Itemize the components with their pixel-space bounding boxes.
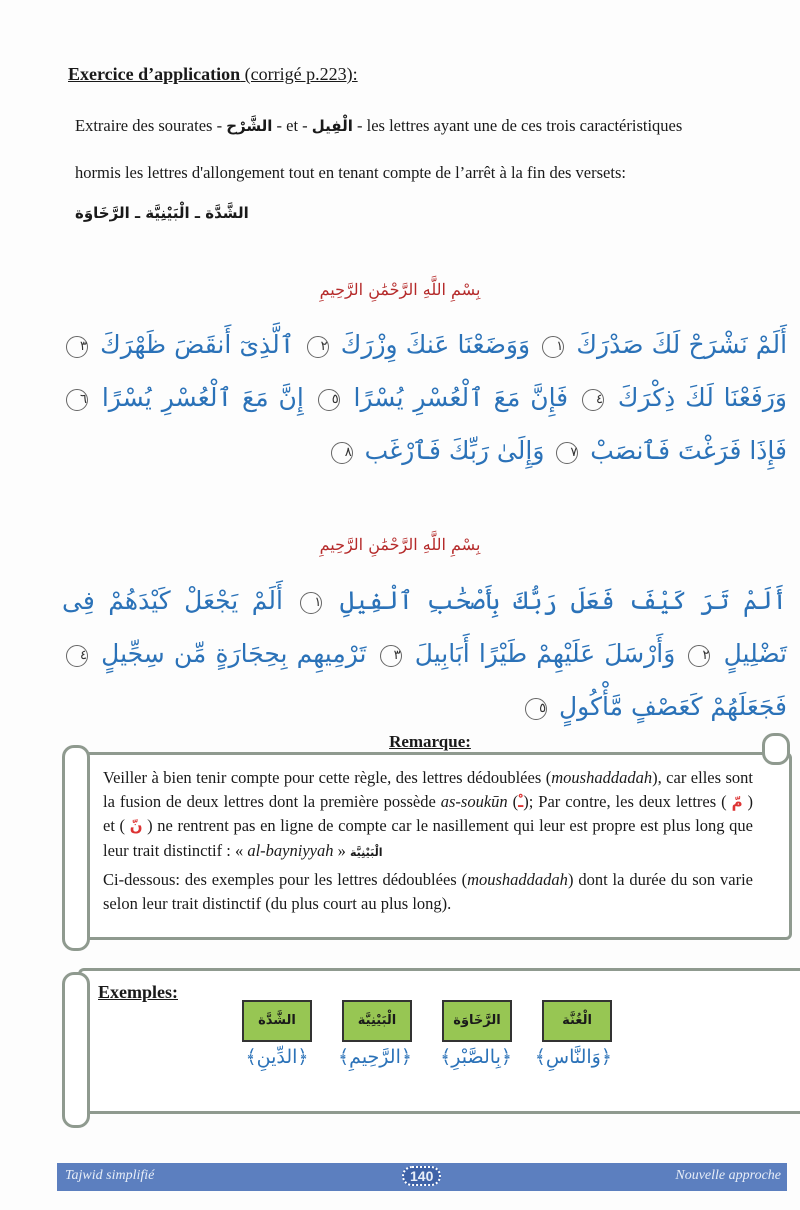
footer-subtitle: Nouvelle approche [675, 1168, 781, 1183]
verse-text: تَرْمِيهِم بِحِجَارَةٍ مِّن سِجِّيلٍ [92, 639, 367, 668]
verse-text: وَإِلَىٰ رَبِّكَ فَٱرْغَب [356, 436, 545, 465]
remarque-title: Remarque: [389, 732, 471, 751]
example-word: ﴿الدِّينِ﴾ [245, 1046, 309, 1068]
basmala-1: بِسْمِ اللَّهِ الرَّحْمَٰنِ الرَّحِيمِ [319, 280, 481, 299]
verse-number-marker: ٤ [66, 645, 88, 667]
verse-text: ٱلَّذِىٓ أَنقَضَ ظَهْرَكَ [92, 330, 295, 359]
example-word: ﴿بِالصَّبْرِ﴾ [440, 1046, 512, 1068]
basmala-2: بِسْمِ اللَّهِ الرَّحْمَٰنِ الرَّحِيمِ [319, 535, 481, 554]
verse-text: فَإِذَا فَرَغْتَ فَٱنصَبْ [582, 436, 787, 465]
verse-number-marker: ٢ [688, 645, 710, 667]
example-label: الرَّخَاوَة [442, 1000, 512, 1042]
verse-text: فَإِنَّ مَعَ ٱلْعُسْرِ يُسْرًا [343, 383, 569, 412]
page-number: 140 [402, 1166, 441, 1186]
example-word: ﴿وَالنَّاسِ﴾ [534, 1046, 612, 1068]
footer-book-title: Tajwid simplifié [65, 1168, 155, 1183]
examples-title: Exemples: [98, 982, 178, 1002]
example-item [442, 1000, 512, 1068]
verse-text: إِنَّ مَعَ ٱلْعُسْرِ يُسْرًا [92, 383, 304, 412]
example-item [338, 1000, 412, 1068]
verse-number-marker: ٧ [556, 442, 578, 464]
scroll-curl-left [62, 745, 90, 951]
example-word: ﴿الرَّحِيمِ﴾ [338, 1046, 412, 1068]
example-label: الشَّدَّة [242, 1000, 312, 1042]
examples-row [242, 1000, 612, 1068]
characteristics-list: الشَّدَّة ـ الْبَيْنِيَّة ـ الرَّخَاوَة [75, 204, 249, 222]
example-label: الْغُنَّة [542, 1000, 612, 1042]
verse-number-marker: ٦ [66, 389, 88, 411]
text: - et - [272, 116, 312, 135]
verse-number-marker: ٥ [318, 389, 340, 411]
surah-name-sharh: الشَّرْح [226, 117, 273, 135]
verse-number-marker: ١ [542, 336, 564, 358]
verse-text: وَأَرْسَلَ عَلَيْهِمْ طَيْرًا أَبَابِيلَ [405, 639, 676, 668]
text: - les lettres ayant une de ces trois caractéristiques [352, 116, 683, 135]
verse-number-marker: ١ [300, 592, 322, 614]
verse-number-marker: ٢ [307, 336, 329, 358]
verse-number-marker: ٣ [66, 336, 88, 358]
exercise-title [68, 64, 358, 85]
verse-number-marker: ٨ [331, 442, 353, 464]
verse-text: أَلَمْ يَجْعَلْ كَيْدَهُمْ فِى تَضْلِيلٍ [62, 586, 787, 668]
example-item [242, 1000, 312, 1068]
scroll-curl-left [62, 972, 90, 1128]
verse-number-marker: ٥ [525, 698, 547, 720]
page-footer [57, 1163, 787, 1191]
exercise-line-2: hormis les lettres d'allongement tout en tenant compte de l’arrêt à la fin des versets: [75, 163, 626, 182]
verse-text: وَوَضَعْنَا عَنكَ وِزْرَكَ [332, 330, 531, 359]
verse-text: أَلَمْ نَشْرَحْ لَكَ صَدْرَكَ [568, 330, 788, 359]
verse-number-marker: ٤ [582, 389, 604, 411]
example-label: الْبَيْنِيَّة [342, 1000, 412, 1042]
example-item [534, 1000, 612, 1068]
verse-text: وَرَفَعْنَا لَكَ ذِكْرَكَ [608, 383, 787, 412]
exercise-title-bold: Exercice d’application [68, 64, 241, 84]
verse-text: أَلَمْ تَرَ كَيْفَ فَعَلَ رَبُّكَ بِأَصْحَٰبِ ٱلْفِيلِ [326, 586, 787, 615]
verse-number-marker: ٣ [380, 645, 402, 667]
surah-fil-text [62, 574, 787, 733]
surah-name-fil: الْفِيل [311, 117, 353, 135]
remarque-text: Veiller à bien tenir compte pour cette règle, des lettres dédoublées (moushaddadah), car elles sont la fusion de deux lettres dont la première possède as-soukūn (ـْ); Par contre, les deux lettres ( مّ ) et ( نّ ) ne rentrent pas en ligne de compte car le nasillement qui leur est propre est plus long que leur trait distinctif : « al-bayniyyah » الْبَيْنِيَّة Ci-dessous: des exemples pour les lettres dédoublées (moushaddadah) dont la durée du son varie selon leur trait distinctif (du plus court au plus long). [103, 768, 754, 913]
exercise-line-1 [75, 116, 682, 136]
exercise-title-ref: (corrigé p.223): [240, 64, 358, 84]
verse-text: فَجَعَلَهُمْ كَعَصْفٍ مَّأْكُولٍ [551, 692, 787, 721]
text: Extraire des sourates - [75, 116, 227, 135]
surah-sharh-text [62, 318, 787, 477]
